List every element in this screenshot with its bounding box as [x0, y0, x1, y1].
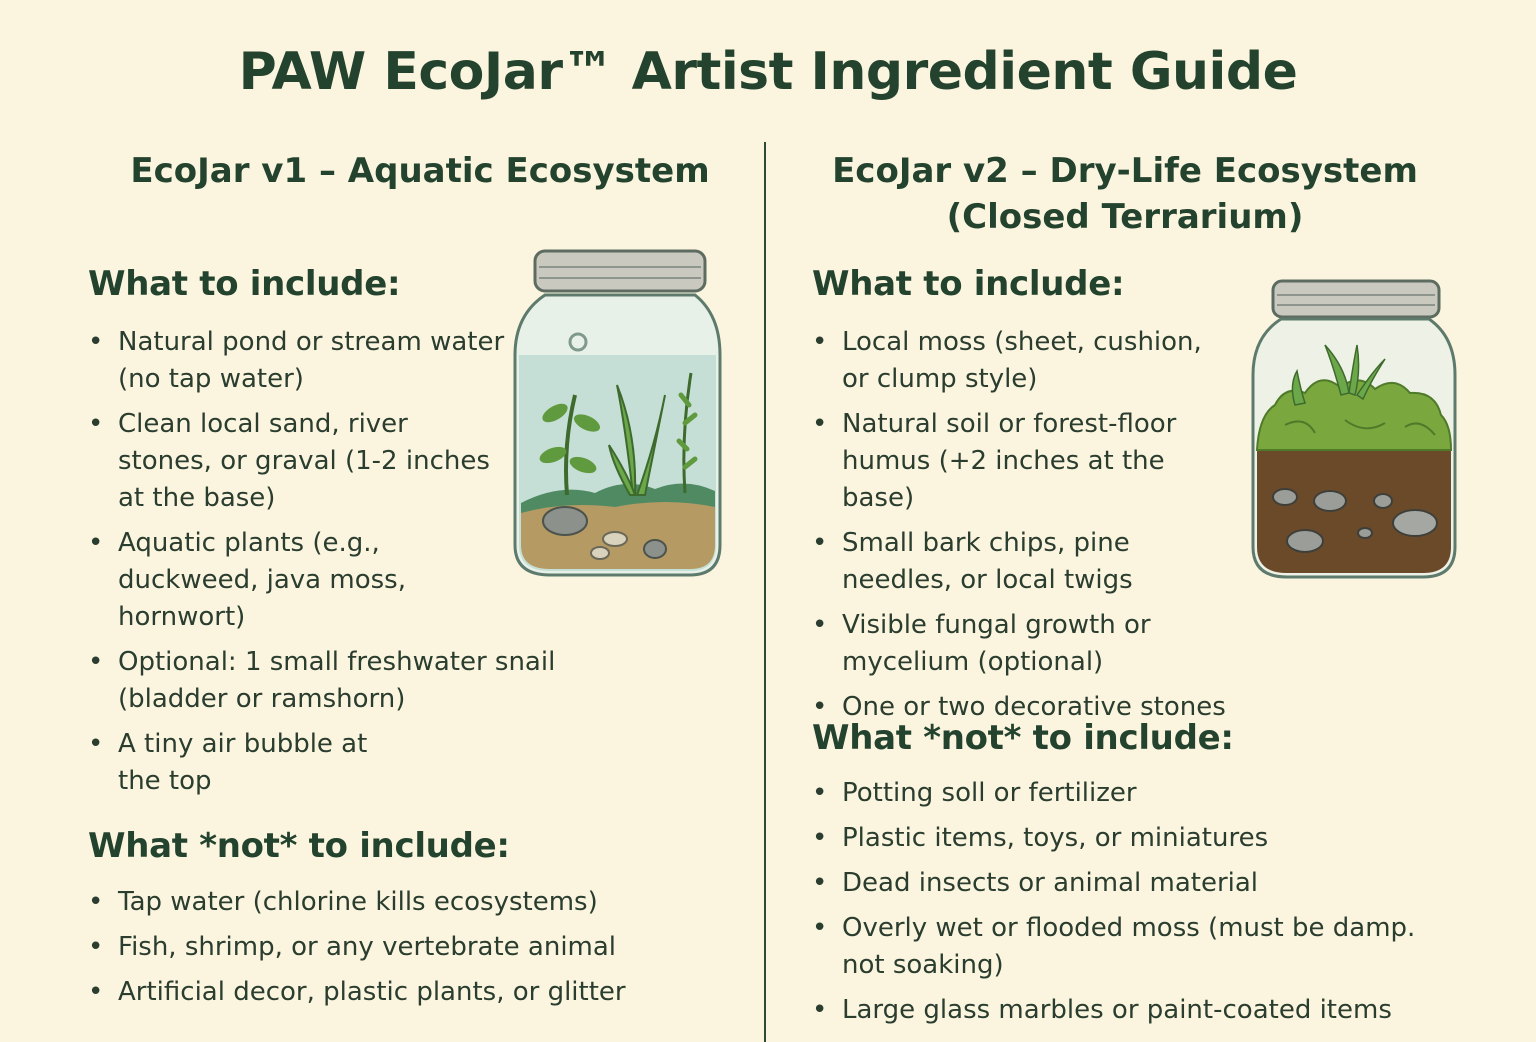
v2-exclude-heading: What *not* to include: [812, 718, 1234, 758]
terrarium-jar-icon [1245, 275, 1465, 585]
list-item: • Plastic items, toys, or miniatures [812, 820, 1422, 857]
list-item: • Artificial decor, plastic plants, or glitter [88, 974, 728, 1011]
v2-include-heading: What to include: [812, 264, 1125, 304]
list-item: • Optional: 1 small freshwater snail (bladder or ramshorn) [88, 644, 558, 718]
list-item: • A tiny air bubble at the top [88, 726, 398, 800]
list-item: • Natural pond or stream water (no tap water) [88, 324, 508, 398]
v2-heading [790, 148, 1460, 240]
list-item: • Natural soil or forest-floor humus (+2 inches at the base) [812, 406, 1242, 517]
page-title: PAW EcoJar™ Artist Ingredient Guide [238, 42, 1298, 102]
column-divider [764, 142, 766, 1042]
v2-heading-line1: EcoJar v2 – Dry-Life Ecosystem [832, 151, 1418, 191]
v1-heading: EcoJar v1 – Aquatic Ecosystem [130, 151, 710, 191]
list-item: • Large glass marbles or paint-coated items [812, 992, 1422, 1029]
v2-heading-line2: (Closed Terrarium) [946, 197, 1304, 237]
list-item: • Dead insects or animal material [812, 865, 1422, 902]
list-item: • Tap water (chlorine kills ecosystems) [88, 884, 728, 921]
v2-include-list [812, 324, 1242, 734]
list-item: • Aquatic plants (e.g., duckweed, java moss, hornwort) [88, 525, 418, 636]
aquatic-jar-icon [505, 245, 735, 585]
v1-include-heading: What to include: [88, 264, 401, 304]
list-item: • Visible fungal growth or mycelium (optional) [812, 607, 1172, 681]
list-item: • Potting soll or fertilizer [812, 775, 1422, 812]
list-item: • Small bark chips, pine needles, or local twigs [812, 525, 1162, 599]
v1-exclude-list [88, 884, 728, 1019]
list-item: • Clean local sand, river stones, or graval (1-2 inches at the base) [88, 406, 508, 517]
v2-exclude-list [812, 775, 1422, 1037]
list-item: • Fish, shrimp, or any vertebrate animal [88, 929, 728, 966]
list-item: • Overly wet or flooded moss (must be damp. not soaking) [812, 910, 1422, 984]
list-item: • One or two decorative stones [812, 689, 1242, 726]
list-item: • Local moss (sheet, cushion, or clump style) [812, 324, 1202, 398]
v1-exclude-heading: What *not* to include: [88, 826, 510, 866]
v1-include-list [88, 324, 556, 808]
